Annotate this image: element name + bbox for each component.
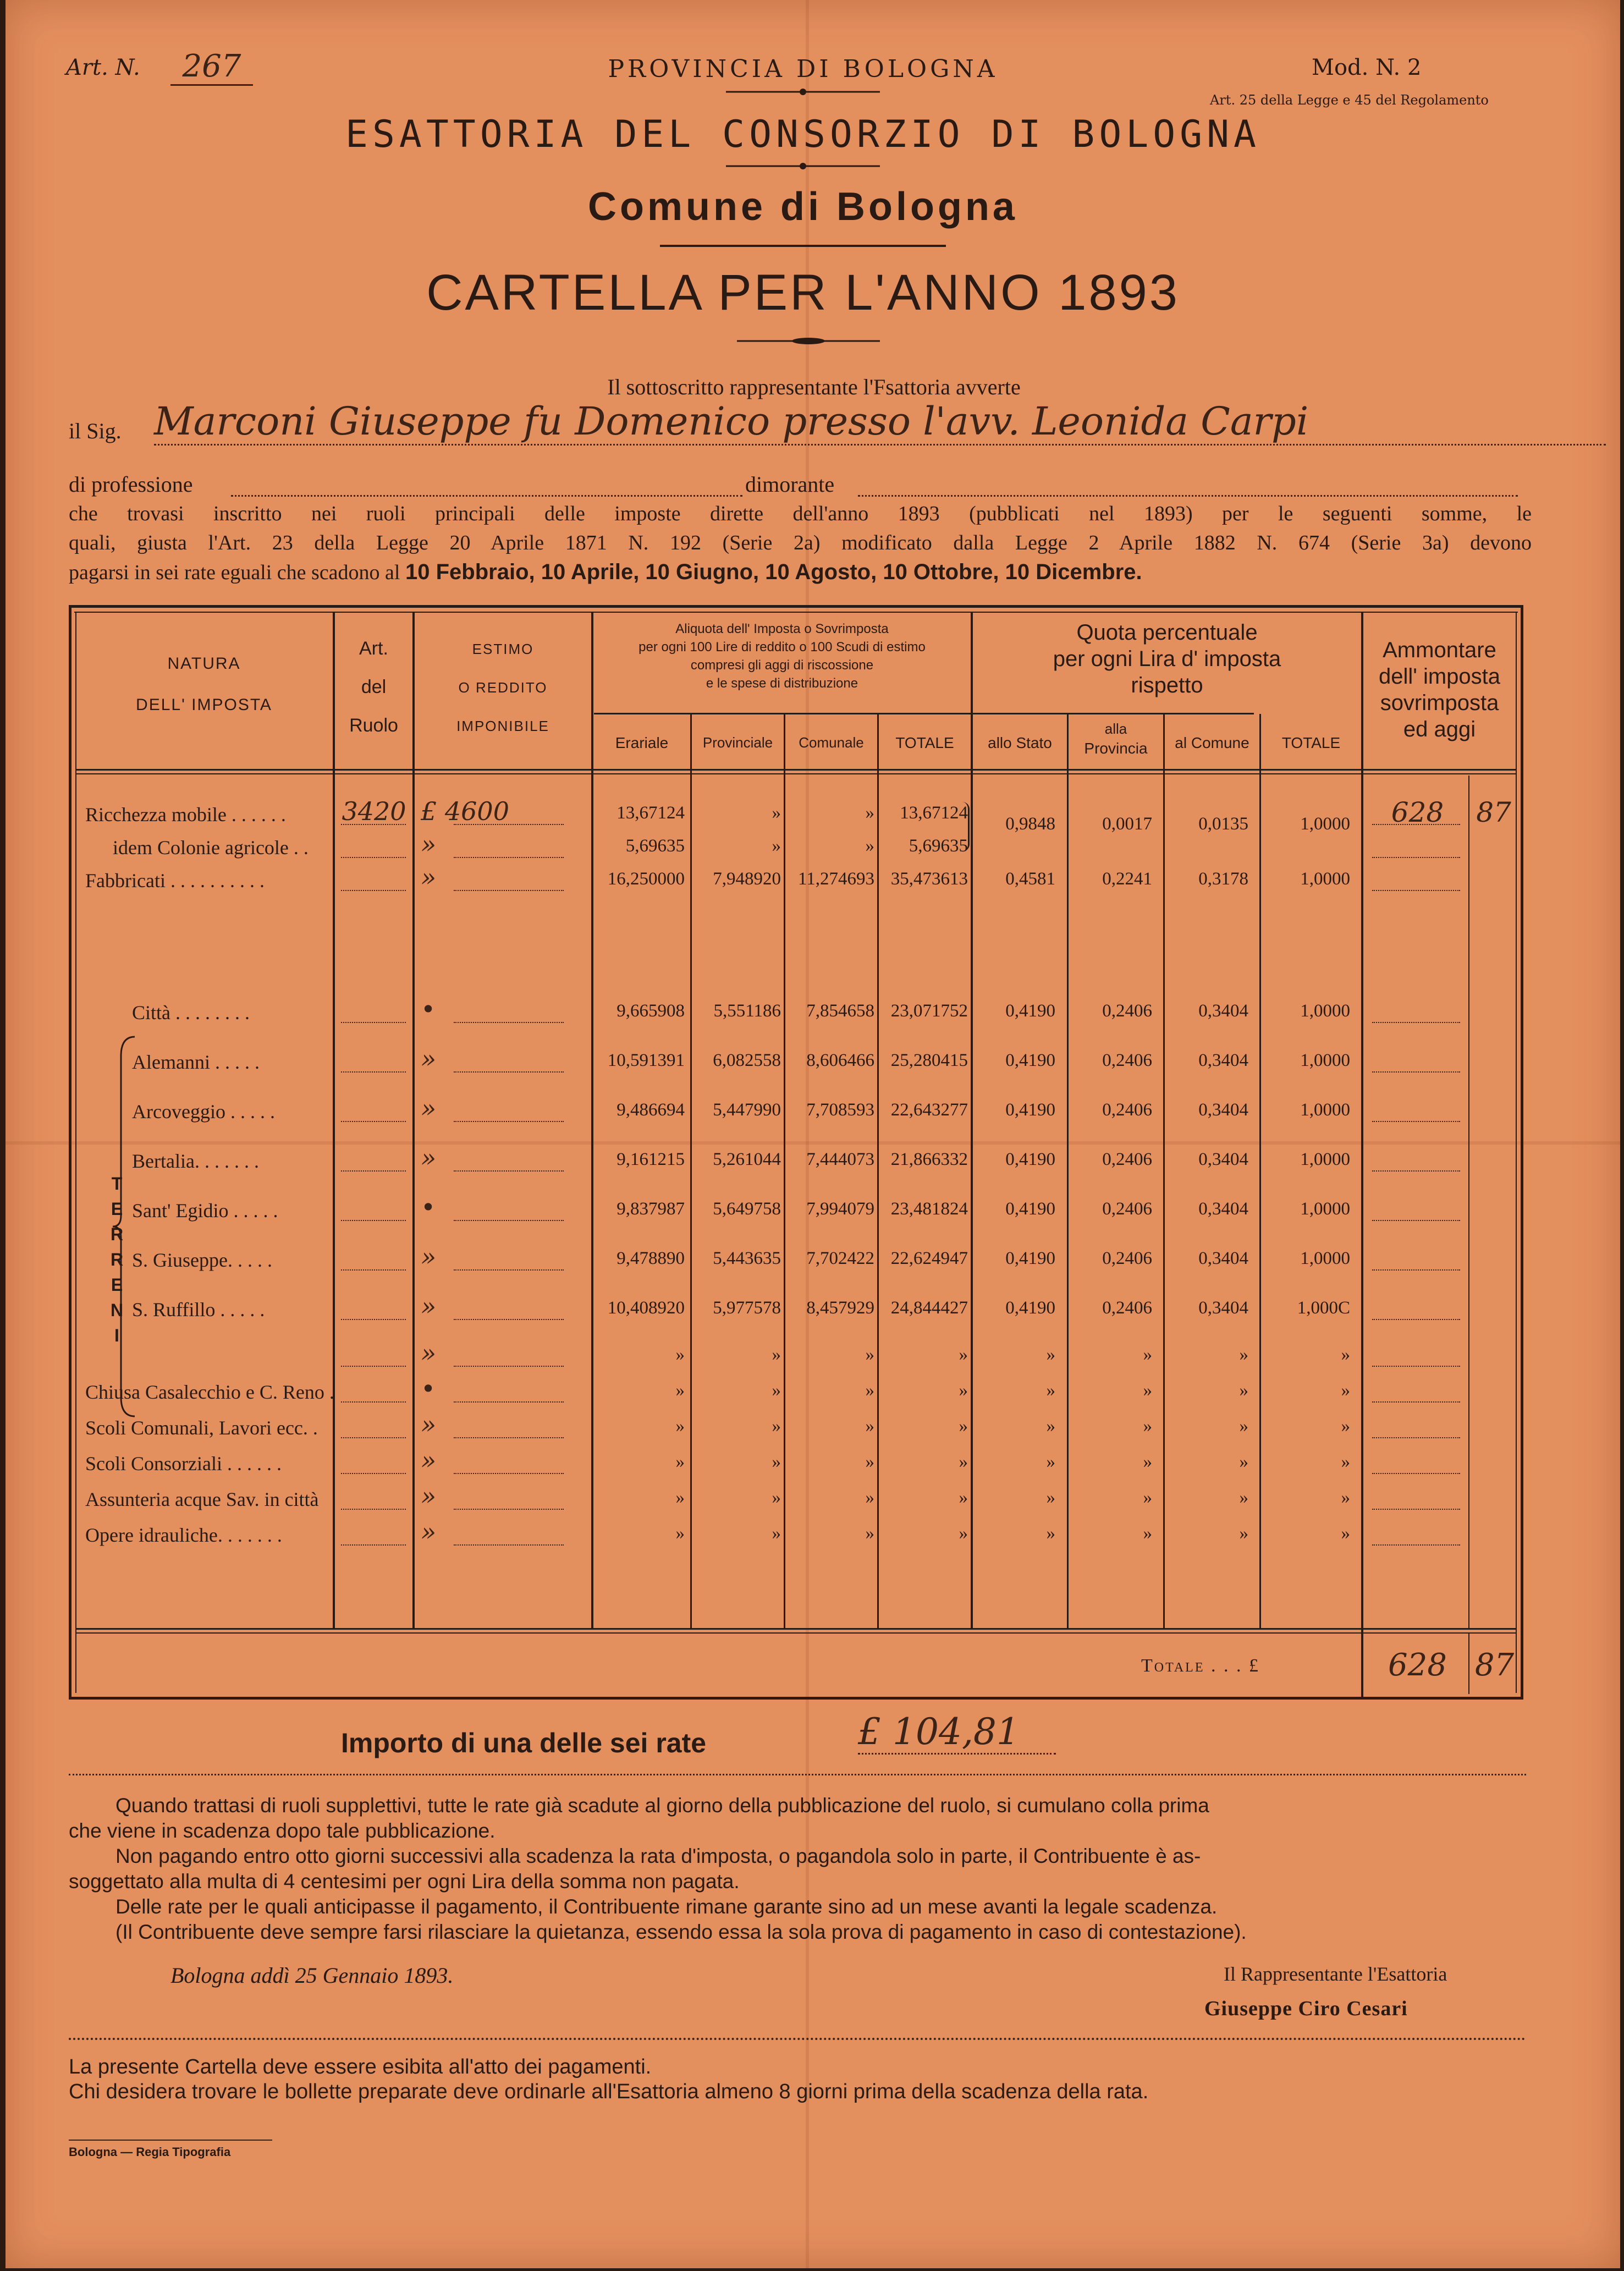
- h-provincia-2: Provincia: [1084, 740, 1148, 757]
- row-name: Chiusa Casalecchio e C. Reno .: [85, 1381, 334, 1403]
- ammontare-dotline: [1372, 1509, 1460, 1510]
- row-cent: 87: [1476, 796, 1511, 828]
- row-prov: »: [772, 1488, 781, 1508]
- row-com: »: [865, 1452, 874, 1472]
- art-label: Art. N.: [66, 55, 140, 80]
- row-estimo: »: [421, 1044, 437, 1074]
- ammontare-dotline: [1372, 824, 1460, 825]
- h-aliquota-4: e le spese di distribuzione: [706, 676, 858, 691]
- printer-rule: [69, 2140, 272, 2141]
- h-natura-1: NATURA: [167, 655, 241, 673]
- row-stato: »: [1046, 1345, 1055, 1365]
- row-estimo: »: [421, 829, 437, 859]
- row-com: »: [865, 836, 874, 856]
- row-comq: »: [1239, 1345, 1248, 1365]
- h-ammontare-3: sovrimposta: [1380, 691, 1499, 715]
- row-totq: 1,0000: [1300, 869, 1350, 889]
- ammontare-dotline: [1372, 1071, 1460, 1073]
- h-estimo-1: ESTIMO: [472, 641, 534, 657]
- row-com: »: [865, 1488, 874, 1508]
- row-provq: 0,2406: [1102, 1249, 1152, 1268]
- note-3a: Delle rate per le quali anticipasse il pagamento, il Contribuente rimane garante sino ad un mese avanti la legale scadenza.: [115, 1895, 1218, 1918]
- professione-field: [231, 479, 742, 497]
- h-estimo-3: IMPONIBILE: [456, 718, 549, 734]
- row-prov: 7,948920: [713, 869, 781, 889]
- row-com: »: [865, 1416, 874, 1436]
- rule: [660, 245, 946, 247]
- h-provincia-1: alla: [1104, 721, 1127, 737]
- row-art: 3420: [342, 796, 406, 826]
- row-stato: 0,4190: [1005, 1051, 1055, 1070]
- row-estimo: »: [421, 1143, 437, 1173]
- h-quota-3: rispetto: [1131, 673, 1203, 697]
- art-dotline: [341, 1170, 406, 1172]
- ammontare-dotline: [1372, 1121, 1460, 1122]
- mod-number: Mod. N. 2: [1312, 55, 1422, 80]
- row-prov: »: [772, 1416, 781, 1436]
- row-name: idem Colonie agricole . .: [113, 837, 309, 859]
- row-stato: 0,4190: [1005, 1298, 1055, 1318]
- h-totale-2: TOTALE: [1281, 734, 1341, 751]
- row-com: »: [865, 1381, 874, 1400]
- row-name: Scoli Consorziali . . . . . .: [85, 1453, 282, 1475]
- row-provq: »: [1143, 1381, 1152, 1400]
- row-totq: 1,0000: [1300, 1100, 1350, 1120]
- row-com: 7,994079: [806, 1199, 874, 1219]
- art-dotline: [341, 1071, 406, 1073]
- row-prov: 5,551186: [713, 1001, 781, 1021]
- row-prov: »: [772, 1452, 781, 1472]
- art-dotline: [341, 1319, 406, 1320]
- row-estimo: »: [421, 1338, 437, 1368]
- row-provq: »: [1143, 1524, 1152, 1543]
- row-provq: »: [1143, 1416, 1152, 1436]
- row-name: Opere idrauliche. . . . . . .: [85, 1524, 282, 1546]
- row-com: 7,854658: [806, 1001, 874, 1021]
- row-tot: 5,69635: [909, 836, 968, 856]
- art-dotline: [341, 857, 406, 858]
- row-estimo: •: [421, 994, 436, 1024]
- dimorante-field: [858, 479, 1518, 497]
- h-natura-2: DELL' IMPOSTA: [136, 696, 272, 714]
- row-estimo: »: [421, 1093, 437, 1123]
- art-dotline: [341, 1509, 406, 1510]
- row-tot: »: [959, 1345, 968, 1365]
- row-name: Arcoveggio . . . . .: [132, 1101, 275, 1123]
- row-era: 10,408920: [607, 1298, 685, 1318]
- row-era: 13,67124: [616, 803, 685, 823]
- h-quota-2: per ogni Lira d' imposta: [1053, 647, 1281, 671]
- row-provq: 0,2406: [1102, 1001, 1152, 1021]
- row-stato: 0,4190: [1005, 1100, 1055, 1120]
- row-prov: »: [772, 1524, 781, 1543]
- rm-quota-stato: 0,9848: [1005, 814, 1055, 834]
- row-provq: »: [1143, 1452, 1152, 1472]
- row-prov: 6,082558: [713, 1051, 781, 1070]
- row-era: »: [675, 1524, 685, 1543]
- row-estimo: •: [421, 1192, 436, 1222]
- dotted-separator: [69, 1774, 1526, 1775]
- ammontare-dotline: [1372, 1319, 1460, 1320]
- row-com: »: [865, 803, 874, 823]
- ammontare-dotline: [1372, 1170, 1460, 1172]
- ammontare-dotline: [1372, 1220, 1460, 1221]
- row-estimo: »: [421, 1445, 437, 1475]
- row-stato: 0,4190: [1005, 1249, 1055, 1268]
- rm-quota-tot: 1,0000: [1300, 814, 1350, 834]
- sig-label: il Sig.: [69, 419, 122, 443]
- rm-quota-prov: 0,0017: [1102, 814, 1152, 834]
- row-totq: »: [1341, 1524, 1350, 1543]
- row-era: 9,665908: [616, 1001, 685, 1021]
- row-totq: 1,0000: [1300, 1150, 1350, 1169]
- row-comq: »: [1239, 1381, 1248, 1400]
- art-dotline: [341, 1437, 406, 1438]
- note-2b: soggettato alla multa di 4 centesimi per ogni Lira della somma non pagata.: [69, 1870, 740, 1893]
- ammontare-dotline: [1372, 1473, 1460, 1474]
- row-era: »: [675, 1381, 685, 1400]
- totale-label: Totale . . . £: [1141, 1656, 1260, 1676]
- intro-line: Il sottoscritto rappresentante l'Fsattoria avverte: [607, 375, 1021, 399]
- tax-document: [5, 0, 1620, 2268]
- row-tot: 22,643277: [890, 1100, 968, 1120]
- row-comq: 0,3404: [1198, 1051, 1248, 1070]
- row-era: 10,591391: [607, 1051, 685, 1070]
- art-dotline: [341, 1269, 406, 1271]
- row-ammontare: 628: [1391, 796, 1444, 828]
- row-com: 8,457929: [806, 1298, 874, 1318]
- row-totq: 1,0000: [1300, 1001, 1350, 1021]
- ammontare-dotline: [1372, 1544, 1460, 1546]
- row-prov: »: [772, 1381, 781, 1400]
- row-tot: 23,071752: [890, 1001, 968, 1021]
- row-comq: 0,3404: [1198, 1001, 1248, 1021]
- row-stato: 0,4581: [1005, 869, 1055, 889]
- row-prov: 5,447990: [713, 1100, 781, 1120]
- row-name: Scoli Comunali, Lavori ecc. .: [85, 1417, 318, 1439]
- row-tot: »: [959, 1452, 968, 1472]
- note-1b: che viene in scadenza dopo tale pubblicazione.: [69, 1819, 496, 1842]
- h-comunale: Comunale: [799, 734, 864, 751]
- terreni-brace: [110, 1034, 137, 1419]
- row-era: 5,69635: [625, 836, 685, 856]
- footer-line-1: La presente Cartella deve essere esibita all'atto dei pagamenti.: [69, 2055, 652, 2078]
- legge-note: Art. 25 della Legge e 45 del Regolamento: [1210, 92, 1489, 108]
- row-tot: »: [959, 1488, 968, 1508]
- row-era: 9,161215: [616, 1150, 685, 1169]
- due-dates: 10 Febbraio, 10 Aprile, 10 Giugno, 10 Agosto, 10 Ottobre, 10 Dicembre.: [405, 560, 1142, 584]
- row-totq: »: [1341, 1488, 1350, 1508]
- h-stato: allo Stato: [988, 734, 1052, 751]
- row-estimo: »: [421, 1517, 437, 1547]
- row-name: Sant' Egidio . . . . .: [132, 1200, 278, 1222]
- h-art-2: del: [361, 677, 387, 697]
- row-stato: »: [1046, 1416, 1055, 1436]
- rm-quota-com: 0,0135: [1198, 814, 1248, 834]
- h-provinciale: Provinciale: [702, 734, 773, 751]
- dimorante-label: dimorante: [745, 472, 835, 497]
- province-title: PROVINCIA DI BOLOGNA: [608, 55, 998, 83]
- row-comq: 0,3404: [1198, 1199, 1248, 1219]
- esattoria-title: ESATTORIA DEL CONSORZIO DI BOLOGNA: [345, 113, 1260, 156]
- h-ammontare-4: ed aggi: [1403, 717, 1476, 741]
- row-stato: 0,4190: [1005, 1199, 1055, 1219]
- row-provq: »: [1143, 1345, 1152, 1365]
- note-2a: Non pagando entro otto giorni successivi alla scadenza la rata d'imposta, o pagandola solo in parte, il Contribuente è as-: [115, 1845, 1201, 1867]
- row-stato: »: [1046, 1524, 1055, 1543]
- h-comune: al Comune: [1175, 734, 1249, 751]
- row-prov: »: [772, 836, 781, 856]
- row-name: Bertalia. . . . . . .: [132, 1150, 259, 1172]
- row-estimo: £ 4600: [421, 796, 509, 826]
- h-totale: TOTALE: [895, 734, 954, 751]
- row-provq: 0,2406: [1102, 1051, 1152, 1070]
- body-line-2: quali, giusta l'Art. 23 della Legge 20 Aprile 1871 N. 192 (Serie 2a) modificato dalla Legge 2 Aprile 1882 N. 674 (Serie 3a) devono: [69, 531, 1532, 554]
- h-art-3: Ruolo: [349, 715, 398, 736]
- row-totq: »: [1341, 1345, 1350, 1365]
- row-com: 7,444073: [806, 1150, 874, 1169]
- footer-separator: [69, 2038, 1526, 2040]
- row-stato: 0,4190: [1005, 1001, 1055, 1021]
- h-erariale: Erariale: [615, 734, 669, 751]
- ornament-rule: [726, 85, 880, 98]
- row-tot: »: [959, 1381, 968, 1400]
- place-date: Bologna addì 25 Gennaio 1893.: [170, 1963, 454, 1988]
- row-totq: 1,0000: [1300, 1249, 1350, 1268]
- row-era: 9,478890: [616, 1249, 685, 1268]
- row-tot: 13,67124: [900, 803, 968, 823]
- row-name: S. Giuseppe. . . . .: [132, 1249, 272, 1271]
- row-estimo: »: [421, 862, 437, 892]
- row-tot: 24,844427: [890, 1298, 968, 1318]
- ammontare-dotline: [1372, 1401, 1460, 1403]
- row-name: Fabbricati . . . . . . . . . .: [85, 870, 265, 892]
- art-dotline: [341, 1121, 406, 1122]
- row-tot: 21,866332: [890, 1150, 968, 1169]
- row-provq: 0,2406: [1102, 1150, 1152, 1169]
- row-prov: 5,977578: [713, 1298, 781, 1318]
- row-totq: »: [1341, 1381, 1350, 1400]
- ornament-rule-2: [726, 160, 880, 173]
- ammontare-dotline: [1372, 1022, 1460, 1023]
- row-era: »: [675, 1416, 685, 1436]
- row-comq: 0,3404: [1198, 1100, 1248, 1120]
- row-com: »: [865, 1524, 874, 1543]
- row-prov: »: [772, 1345, 781, 1365]
- art-dotline: [341, 1473, 406, 1474]
- signature-role: Il Rappresentante l'Esattoria: [1224, 1963, 1447, 1985]
- row-era: »: [675, 1488, 685, 1508]
- taxpayer-name: Marconi Giuseppe fu Domenico presso l'avv. Leonida Carpi: [154, 399, 1606, 446]
- row-totq: 1,0000: [1300, 1199, 1350, 1219]
- row-com: 7,708593: [806, 1100, 874, 1120]
- row-stato: »: [1046, 1488, 1055, 1508]
- row-era: »: [675, 1345, 685, 1365]
- row-com: 8,606466: [806, 1051, 874, 1070]
- tax-table: [69, 605, 1523, 1700]
- body-line-3: [69, 560, 1554, 585]
- row-comq: 0,3404: [1198, 1150, 1248, 1169]
- row-era: 9,837987: [616, 1199, 685, 1219]
- row-tot: 22,624947: [890, 1249, 968, 1268]
- comune-title: Comune di Bologna: [588, 185, 1018, 229]
- row-totq: »: [1341, 1452, 1350, 1472]
- art-dotline: [341, 1544, 406, 1546]
- row-era: 9,486694: [616, 1100, 685, 1120]
- rata-label: Importo di una delle sei rate: [341, 1728, 707, 1758]
- row-provq: 0,2406: [1102, 1100, 1152, 1120]
- row-totq: 1,000C: [1297, 1298, 1350, 1318]
- ornament-rule-3: [737, 336, 880, 347]
- row-tot: 25,280415: [890, 1051, 968, 1070]
- row-name: Alemanni . . . . .: [132, 1051, 260, 1073]
- signature-name: Giuseppe Ciro Cesari: [1204, 1997, 1408, 2020]
- row-estimo: •: [421, 1374, 436, 1404]
- note-3b: (Il Contribuente deve sempre farsi rilasciare la quietanza, essendo essa la sola prova di pagamento in caso di contestazione).: [115, 1921, 1247, 1943]
- printer: Bologna — Regia Tipografia: [69, 2145, 231, 2159]
- row-stato: »: [1046, 1452, 1055, 1472]
- row-comq: »: [1239, 1488, 1248, 1508]
- row-comq: »: [1239, 1416, 1248, 1436]
- ammontare-dotline: [1372, 1437, 1460, 1438]
- art-dotline: [341, 890, 406, 891]
- row-prov: 5,649758: [713, 1199, 781, 1219]
- ammontare-dotline: [1372, 857, 1460, 858]
- note-1a: Quando trattasi di ruoli supplettivi, tutte le rate già scadute al giorno della pubblicazione del ruolo, si cumulano colla prima: [115, 1794, 1209, 1817]
- body-line-3-pre: pagarsi in sei rate eguali che scadono al: [69, 561, 400, 584]
- h-art-1: Art.: [359, 638, 388, 659]
- ammontare-dotline: [1372, 1269, 1460, 1271]
- art-number: 267: [170, 48, 253, 86]
- row-tot: 35,473613: [890, 869, 968, 889]
- ammontare-dotline: [1372, 890, 1460, 891]
- professione-label: di professione: [69, 472, 193, 497]
- row-prov: »: [772, 803, 781, 823]
- row-provq: 0,2241: [1102, 869, 1152, 889]
- totale-amount: 628: [1388, 1647, 1447, 1683]
- body-line-1: che trovasi inscritto nei ruoli principali delle imposte dirette dell'anno 1893 (pubblicati nel 1893) per le seguenti somme, le: [69, 502, 1532, 525]
- row-com: 11,274693: [797, 869, 874, 889]
- row-name: Città . . . . . . . .: [132, 1002, 250, 1024]
- h-quota-1: Quota percentuale: [1076, 620, 1258, 645]
- row-estimo: »: [421, 1481, 437, 1511]
- row-tot: »: [959, 1524, 968, 1543]
- row-name: Assunteria acque Sav. in città: [85, 1488, 319, 1510]
- row-tot: »: [959, 1416, 968, 1436]
- totale-cent: 87: [1474, 1647, 1515, 1683]
- art-dotline: [341, 1401, 406, 1403]
- row-estimo: »: [421, 1242, 437, 1272]
- row-totq: »: [1341, 1416, 1350, 1436]
- art-dotline: [341, 1022, 406, 1023]
- brace-right: [962, 802, 970, 851]
- row-totq: 1,0000: [1300, 1051, 1350, 1070]
- row-provq: 0,2406: [1102, 1298, 1152, 1318]
- art-dotline: [341, 1366, 406, 1367]
- row-provq: 0,2406: [1102, 1199, 1152, 1219]
- row-provq: »: [1143, 1488, 1152, 1508]
- h-ammontare-2: dell' imposta: [1378, 664, 1501, 689]
- row-estimo: »: [421, 1410, 437, 1439]
- footer-line-2: Chi desidera trovare le bollette preparate deve ordinarle all'Esattoria almeno 8 giorni prima della scadenza della rata.: [69, 2080, 1149, 2103]
- h-estimo-2: O REDDITO: [458, 679, 548, 696]
- h-aliquota-1: Aliquota dell' Imposta o Sovrimposta: [675, 622, 889, 636]
- ammontare-dotline: [1372, 1366, 1460, 1367]
- art-dotline: [341, 1220, 406, 1221]
- row-prov: 5,443635: [713, 1249, 781, 1268]
- terreni-label: TERRENI: [107, 1174, 127, 1351]
- row-name: S. Ruffillo . . . . .: [132, 1299, 265, 1321]
- row-name: Ricchezza mobile . . . . . .: [85, 804, 286, 826]
- h-aliquota-2: per ogni 100 Lire di reddito o 100 Scudi di estimo: [638, 640, 926, 655]
- row-com: 7,702422: [806, 1249, 874, 1268]
- row-prov: 5,261044: [713, 1150, 781, 1169]
- rata-amount: £ 104,81: [858, 1711, 1056, 1755]
- row-comq: »: [1239, 1452, 1248, 1472]
- row-stato: »: [1046, 1381, 1055, 1400]
- row-comq: 0,3404: [1198, 1249, 1248, 1268]
- row-stato: 0,4190: [1005, 1150, 1055, 1169]
- cartella-title: CARTELLA PER L'ANNO 1893: [426, 265, 1180, 321]
- h-aliquota-3: compresi gli aggi di riscossione: [690, 658, 874, 673]
- row-com: »: [865, 1345, 874, 1365]
- row-comq: 0,3178: [1198, 869, 1248, 889]
- row-comq: »: [1239, 1524, 1248, 1543]
- row-era: »: [675, 1452, 685, 1472]
- h-ammontare-1: Ammontare: [1383, 638, 1496, 662]
- row-era: 16,250000: [607, 869, 685, 889]
- row-tot: 23,481824: [890, 1199, 968, 1219]
- row-estimo: »: [421, 1291, 437, 1321]
- row-comq: 0,3404: [1198, 1298, 1248, 1318]
